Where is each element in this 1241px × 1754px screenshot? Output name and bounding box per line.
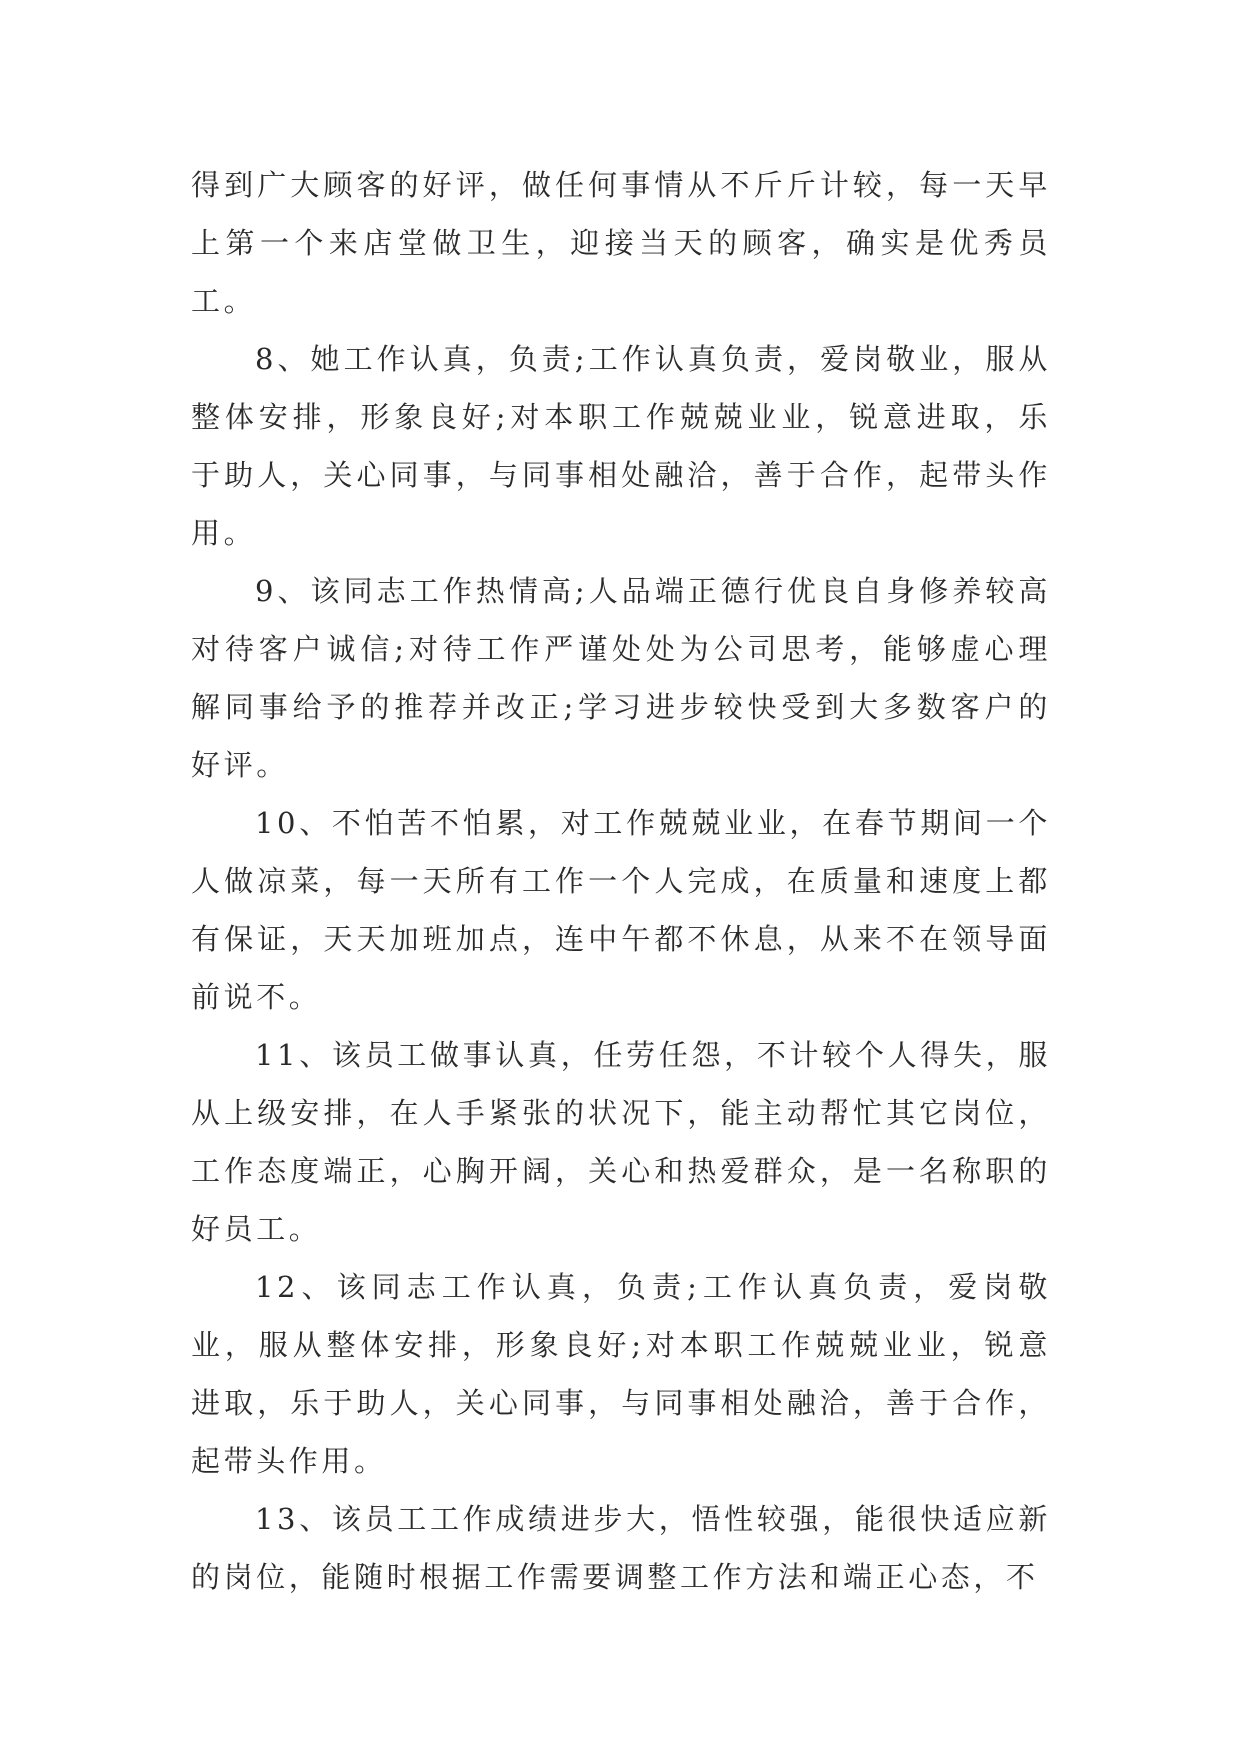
paragraph-item-8: 8、她工作认真，负责;工作认真负责，爱岗敬业，服从整体安排，形象良好;对本职工作兢兢业业，锐意进取，乐于助人，关心同事，与同事相处融洽，善于合作，起带头作用。 [191, 342, 1051, 550]
paragraph-continuation: 得到广大顾客的好评，做任何事情从不斤斤计较，每一天早上第一个来店堂做卫生，迎接当天的顾客，确实是优秀员工。 [191, 168, 1051, 318]
paragraph-item-9: 9、该同志工作热情高;人品端正德行优良自身修养较高对待客户诚信;对待工作严谨处处为公司思考，能够虚心理解同事给予的推荐并改正;学习进步较快受到大多数客户的好评。 [191, 574, 1051, 782]
paragraph-item-10: 10、不怕苦不怕累，对工作兢兢业业，在春节期间一个人做凉菜，每一天所有工作一个人完成，在质量和速度上都有保证，天天加班加点，连中午都不休息，从来不在领导面前说不。 [191, 806, 1051, 1014]
paragraph-item-12: 12、该同志工作认真，负责;工作认真负责，爱岗敬业，服从整体安排，形象良好;对本职工作兢兢业业，锐意进取，乐于助人，关心同事，与同事相处融洽，善于合作，起带头作用。 [191, 1270, 1051, 1478]
paragraph-item-13: 13、该员工工作成绩进步大，悟性较强，能很快适应新的岗位，能随时根据工作需要调整工作方法和端正心态，不 [191, 1502, 1051, 1594]
paragraph-item-11: 11、该员工做事认真，任劳任怨，不计较个人得失，服从上级安排，在人手紧张的状况下，能主动帮忙其它岗位，工作态度端正，心胸开阔，关心和热爱群众，是一名称职的好员工。 [191, 1038, 1051, 1246]
document-body [191, 156, 1051, 1606]
